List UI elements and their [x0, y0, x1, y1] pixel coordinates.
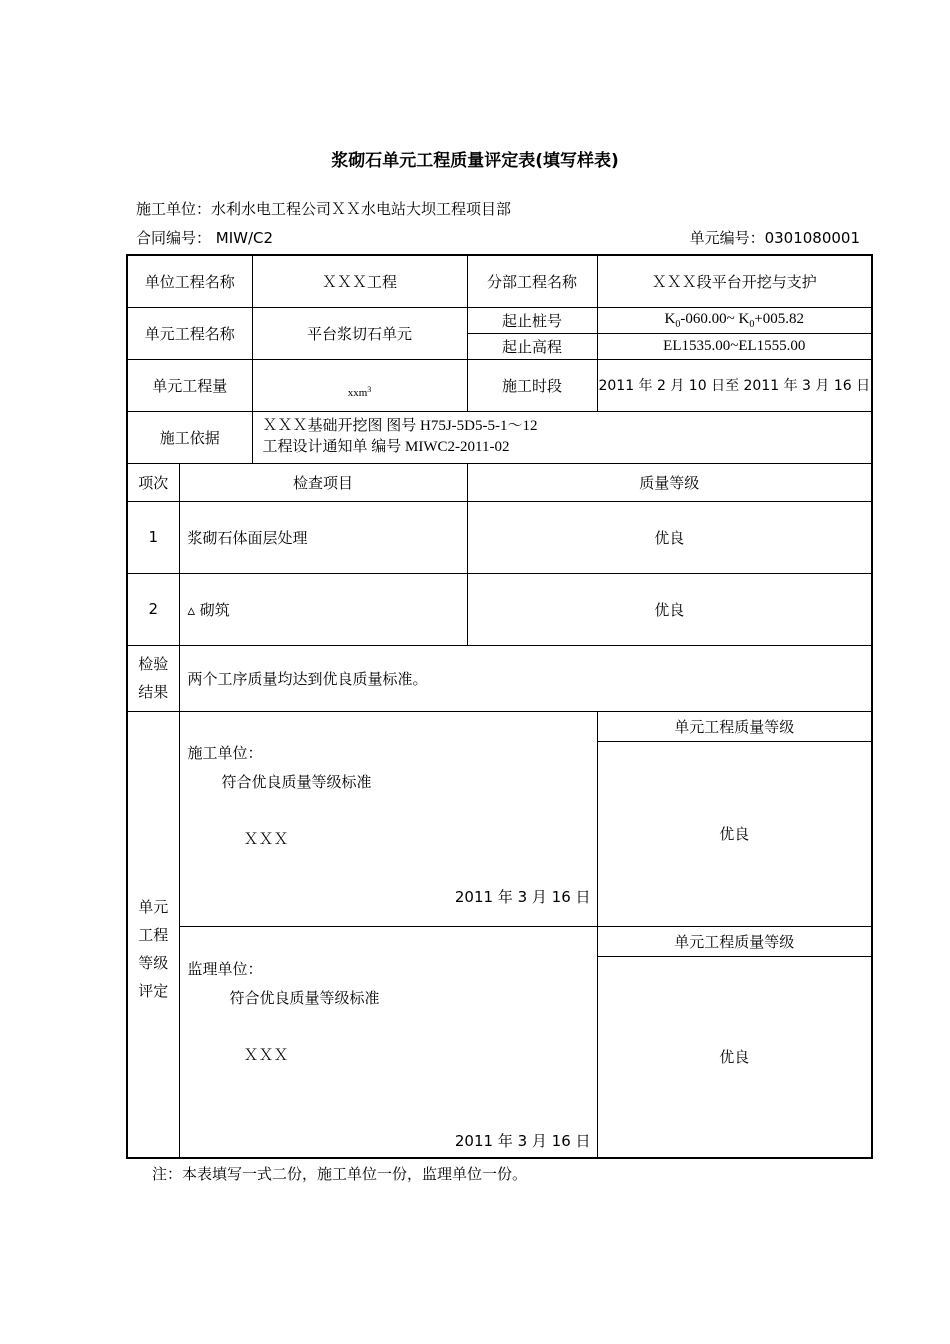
check-item-header: 检查项目 [179, 463, 467, 501]
construction-unit-label: 施工单位： [187, 743, 263, 762]
elevation-label: 起止高程 [467, 333, 597, 359]
evaluation-label: 单元 工程 等级 评定 [127, 711, 179, 1158]
supervision-unit-label: 监理单位： [187, 959, 263, 978]
quality-grade-header: 质量等级 [467, 463, 872, 501]
item-grade: 优良 [467, 573, 872, 645]
station-value: $K_0-060.00\sim$ $K_0+005.82$ [597, 307, 872, 333]
item-name: 浆砌石体面层处理 [179, 501, 467, 573]
item-grade: 优良 [467, 501, 872, 573]
basis-label: 施工依据 [127, 411, 252, 463]
element-value: 平台浆切石单元 [252, 307, 467, 359]
page-title: 浆砌石单元工程质量评定表(填写样表) [331, 151, 619, 171]
construction-signature: ＸＸＸ [243, 829, 289, 848]
quantity-label: 单元工程量 [127, 359, 252, 411]
supervision-signature: ＸＸＸ [243, 1045, 289, 1064]
construction-grade-title: 单元工程质量等级 [597, 711, 872, 741]
unit-project-value: ＸＸＸ工程 [252, 255, 467, 307]
supervision-grade-title: 单元工程质量等级 [597, 926, 872, 956]
basis-value [252, 411, 872, 463]
basis-line-2: 工程设计通知单 编号 MIWC2-2011-02 [262, 439, 510, 455]
footnote: 注：本表填写一式二份，施工单位一份，监理单位一份。 [152, 1165, 528, 1183]
item-no: 2 [127, 573, 179, 645]
supervision-grade: 优良 [597, 956, 872, 1157]
unit-number: 单元编号：0301080001 [689, 229, 860, 247]
construction-grade: 优良 [597, 741, 872, 926]
construction-date: 2011 年 3 月 16 日 [454, 887, 591, 906]
contract-number: 合同编号： MIW/C2 [136, 229, 274, 247]
period-label: 施工时段 [467, 359, 597, 411]
unit-project-label: 单位工程名称 [127, 255, 252, 307]
construction-opinion: 符合优良质量等级标准 [221, 772, 372, 791]
table-row [127, 573, 872, 645]
supervision-opinion: 符合优良质量等级标准 [229, 988, 380, 1007]
supervision-date: 2011 年 3 月 16 日 [454, 1131, 591, 1150]
quantity-value: xxm$^3$ [252, 359, 467, 411]
item-no-header: 项次 [127, 463, 179, 501]
elevation-value: EL1535.00~EL1555.00 [597, 333, 872, 359]
station-label: 起止桩号 [467, 307, 597, 333]
division-label: 分部工程名称 [467, 255, 597, 307]
construction-opinion-cell [179, 711, 597, 926]
item-name: ▵ 砌筑 [179, 573, 467, 645]
evaluation-form-table [126, 254, 873, 1159]
construction-unit-line: 施工单位：水利水电工程公司ＸＸ水电站大坝工程项目部 [136, 200, 512, 218]
table-row [127, 501, 872, 573]
result-label: 检验 结果 [127, 645, 179, 711]
result-text: 两个工序质量均达到优良质量标准。 [179, 645, 872, 711]
period-value: 2011 年 2 月 10 日至 2011 年 3 月 16 日 [597, 359, 872, 411]
division-value: ＸＸＸ段平台开挖与支护 [597, 255, 872, 307]
item-no: 1 [127, 501, 179, 573]
basis-line-1: ＸＸＸ基础开挖图 图号 H75J-5D5-5-1～12 [262, 418, 538, 434]
element-label: 单元工程名称 [127, 307, 252, 359]
supervision-opinion-cell [179, 926, 597, 1158]
